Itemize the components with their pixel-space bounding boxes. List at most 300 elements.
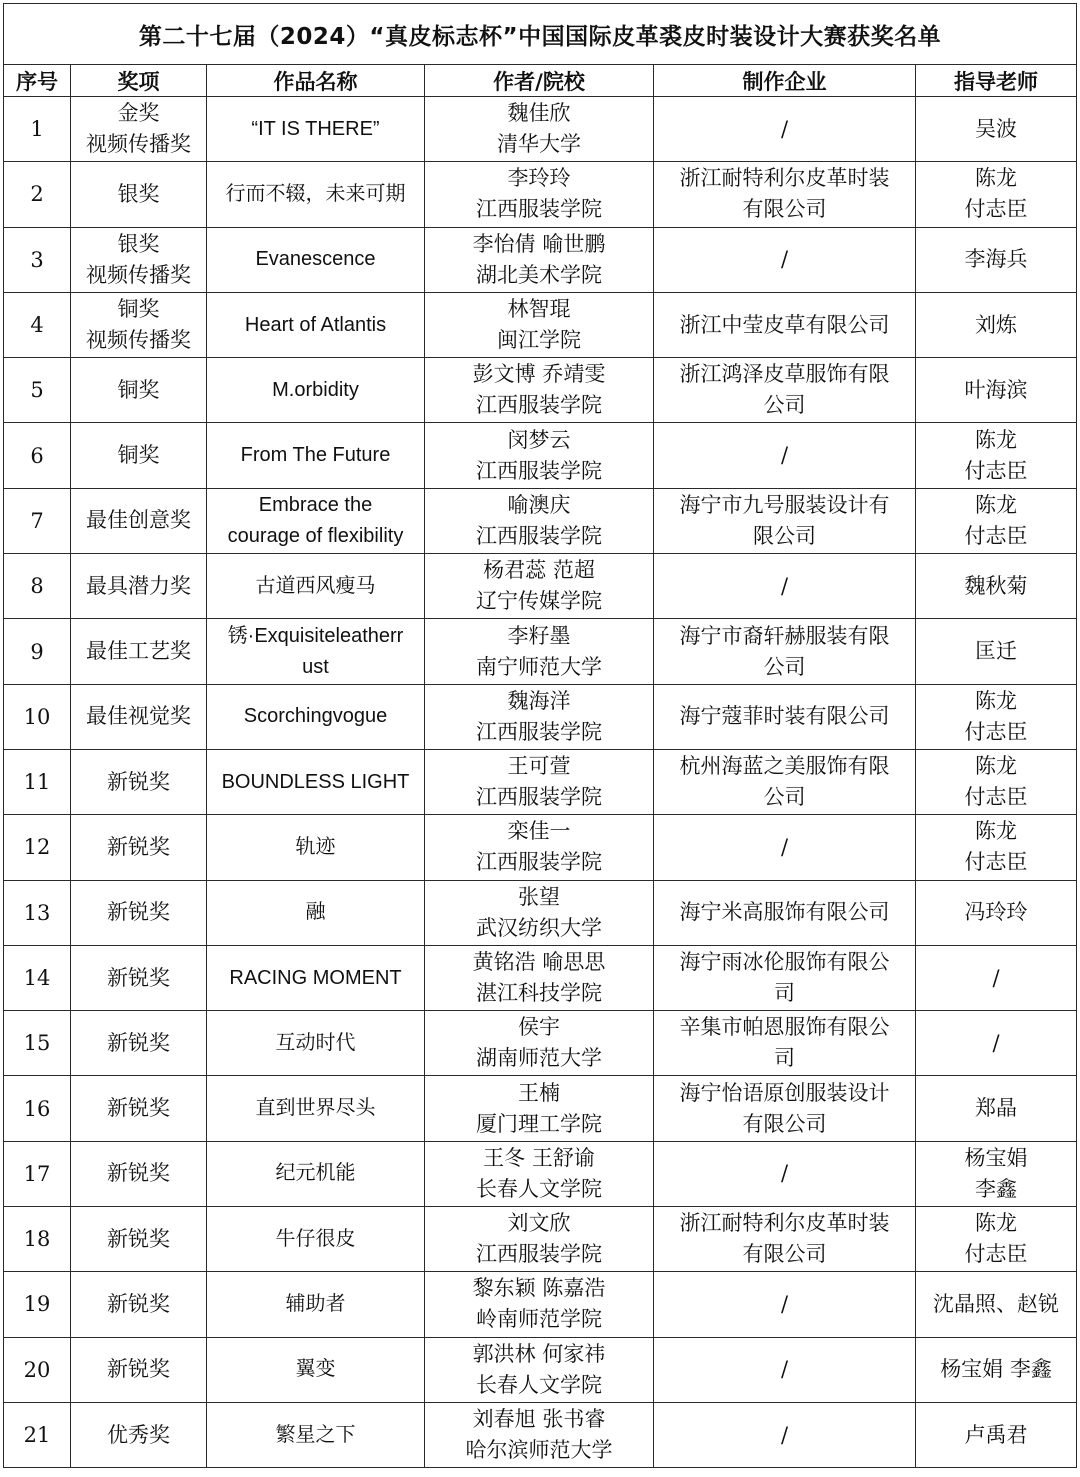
cell-award-line: 新锐奖 (107, 1030, 170, 1055)
table-row (4, 749, 1077, 814)
cell-company-line: / (780, 1422, 789, 1447)
cell-work (207, 488, 425, 553)
cell-award-line: 新锐奖 (107, 834, 170, 859)
cell-mentor (916, 162, 1077, 227)
cell-award-line: 新锐奖 (107, 1226, 170, 1251)
cell-work (207, 554, 425, 619)
cell-work (207, 815, 425, 880)
cell-company-line: 限公司 (753, 523, 816, 548)
cell-company (654, 945, 916, 1010)
cell-mentor (916, 1402, 1077, 1467)
cell-mentor-line: 付志臣 (964, 523, 1028, 548)
cell-no: 20 (4, 1337, 71, 1402)
cell-company-line: / (780, 1161, 789, 1186)
cell-author-line: 李怡倩 喻世鹏 (472, 231, 606, 256)
cell-mentor (916, 488, 1077, 553)
cell-company-line: 海宁雨冰伦服饰有限公 (679, 950, 890, 974)
cell-author-line: 魏海洋 (507, 688, 571, 713)
cell-work (207, 619, 425, 684)
cell-work-line: ust (302, 655, 329, 678)
cell-mentor (916, 1076, 1077, 1141)
cell-company-line: / (780, 573, 789, 598)
table-row (4, 1011, 1077, 1076)
cell-award-line: 新锐奖 (107, 1357, 170, 1382)
cell-mentor-line: 陈龙 (975, 166, 1018, 191)
cell-mentor (916, 684, 1077, 749)
cell-author-line: 栾佳一 (507, 819, 571, 844)
cell-mentor-line: 付志臣 (964, 850, 1028, 875)
cell-work-line: 古道西风瘦马 (255, 574, 376, 597)
cell-no: 11 (4, 749, 71, 814)
cell-no: 12 (4, 815, 71, 880)
cell-author-line: 江西服装学院 (476, 523, 602, 548)
cell-author-line: 闽江学院 (497, 328, 581, 353)
cell-company-line: 海宁蔻菲时装有限公司 (679, 704, 890, 729)
cell-company-line: 公司 (763, 393, 806, 418)
cell-work-line: Embrace the (258, 493, 373, 516)
cell-no: 17 (4, 1141, 71, 1206)
cell-author-line: 李籽墨 (507, 623, 571, 648)
cell-mentor-line: / (992, 1030, 1000, 1055)
header-mentor: 指导老师 (916, 65, 1077, 97)
cell-author-line: 南宁师范大学 (476, 654, 602, 679)
cell-company (654, 749, 916, 814)
cell-author-line: 哈尔滨师范大学 (465, 1438, 613, 1463)
cell-author-line: 江西服装学院 (476, 719, 602, 744)
cell-award (71, 97, 207, 162)
cell-work-line: courage of flexibility (227, 524, 404, 547)
cell-author (425, 358, 654, 423)
table-row (4, 1141, 1077, 1206)
cell-mentor (916, 1011, 1077, 1076)
cell-mentor (916, 292, 1077, 357)
cell-author (425, 97, 654, 162)
cell-work-line: 互动时代 (275, 1031, 356, 1054)
cell-author-line: 湖北美术学院 (476, 262, 602, 287)
cell-mentor-line: 吴波 (975, 116, 1018, 141)
cell-company-line: 杭州海蓝之美服饰有限 (679, 754, 890, 779)
cell-company-line: 辛集市帕恩服饰有限公 (679, 1015, 890, 1040)
cell-award (71, 1402, 207, 1467)
cell-mentor-line: 李鑫 (975, 1176, 1018, 1201)
cell-author-line: 江西服装学院 (476, 1242, 602, 1267)
cell-work-line: 牛仔很皮 (275, 1227, 356, 1250)
table-row (4, 1272, 1077, 1337)
cell-author-line: 侯宇 (518, 1015, 560, 1040)
cell-author-line: 杨君蕊 范超 (483, 558, 595, 583)
table-row (4, 227, 1077, 292)
cell-award-line: 优秀奖 (107, 1422, 170, 1447)
header-no: 序号 (4, 65, 71, 97)
cell-work-line: 辅助者 (285, 1292, 346, 1315)
cell-work (207, 227, 425, 292)
cell-author (425, 1272, 654, 1337)
cell-work (207, 684, 425, 749)
cell-work (207, 1207, 425, 1272)
cell-work-line: 行而不辍，未来可期 (225, 182, 406, 205)
cell-award-line: 新锐奖 (107, 965, 170, 990)
header-award: 奖项 (71, 65, 207, 97)
cell-mentor-line: 杨宝娟 李鑫 (940, 1357, 1052, 1382)
cell-no: 19 (4, 1272, 71, 1337)
table-row (4, 358, 1077, 423)
cell-award-line: 最佳视觉奖 (86, 704, 191, 729)
cell-award (71, 358, 207, 423)
cell-company (654, 162, 916, 227)
cell-author (425, 1141, 654, 1206)
cell-mentor-line: 叶海滨 (964, 377, 1028, 402)
cell-mentor-line: 郑晶 (975, 1096, 1018, 1121)
award-table (3, 3, 1077, 1468)
cell-award-line: 新锐奖 (107, 1291, 170, 1316)
table-row (4, 97, 1077, 162)
cell-company-line: 海宁市九号服装设计有 (679, 492, 890, 517)
cell-company (654, 97, 916, 162)
cell-award (71, 880, 207, 945)
cell-award (71, 945, 207, 1010)
cell-work (207, 945, 425, 1010)
title-row (4, 4, 1077, 65)
cell-mentor (916, 423, 1077, 488)
cell-no: 16 (4, 1076, 71, 1141)
cell-work (207, 358, 425, 423)
cell-work (207, 97, 425, 162)
cell-author-line: 郭洪林 何家祎 (472, 1341, 606, 1366)
cell-no: 2 (4, 162, 71, 227)
cell-no: 18 (4, 1207, 71, 1272)
cell-company-line: 有限公司 (742, 1242, 827, 1267)
cell-author-line: 王楠 (518, 1080, 560, 1105)
header-company: 制作企业 (654, 65, 916, 97)
cell-work-line: 融 (305, 901, 326, 924)
cell-award-line: 新锐奖 (107, 1096, 170, 1121)
table-row (4, 1402, 1077, 1467)
cell-author (425, 1402, 654, 1467)
cell-mentor (916, 1141, 1077, 1206)
cell-mentor (916, 227, 1077, 292)
cell-author (425, 880, 654, 945)
cell-mentor-line: 付志臣 (964, 1242, 1028, 1267)
cell-company (654, 1076, 916, 1141)
cell-work (207, 292, 425, 357)
cell-author (425, 684, 654, 749)
cell-award (71, 619, 207, 684)
table-row (4, 945, 1077, 1010)
cell-company (654, 619, 916, 684)
cell-no: 13 (4, 880, 71, 945)
cell-mentor-line: 沈晶照、赵锐 (933, 1291, 1060, 1316)
cell-author-line: 魏佳欣 (507, 101, 571, 126)
cell-no: 21 (4, 1402, 71, 1467)
cell-author (425, 945, 654, 1010)
table-row (4, 1337, 1077, 1402)
cell-award-line: 最佳创意奖 (86, 508, 191, 533)
cell-author (425, 1337, 654, 1402)
cell-award-line: 新锐奖 (107, 769, 170, 794)
cell-work (207, 1402, 425, 1467)
cell-company-line: 海宁米高服饰有限公司 (679, 900, 890, 925)
cell-award-line: 银奖 (117, 181, 160, 206)
cell-author-line: 刘春旭 张书睿 (472, 1407, 606, 1432)
cell-mentor-line: 匡迁 (975, 639, 1018, 664)
cell-author-line: 喻澳庆 (507, 492, 571, 517)
cell-work (207, 1337, 425, 1402)
cell-company-line: 司 (774, 1046, 795, 1071)
cell-author-line: 湛江科技学院 (476, 981, 602, 1005)
cell-author-line: 王可萱 (507, 754, 571, 779)
cell-author-line: 武汉纺织大学 (476, 915, 602, 940)
cell-author-line: 江西服装学院 (476, 458, 602, 483)
table-title: 第二十七届（2024）“真皮标志杯”中国国际皮革裘皮时装设计大赛获奖名单 (4, 4, 1077, 65)
table-row (4, 880, 1077, 945)
cell-company-line: / (780, 1291, 789, 1316)
cell-award-line: 银奖 (117, 231, 160, 256)
cell-work-line: 轨迹 (295, 835, 336, 858)
cell-company-line: / (780, 1357, 789, 1382)
cell-company (654, 358, 916, 423)
cell-no: 8 (4, 554, 71, 619)
cell-work (207, 1011, 425, 1076)
cell-company (654, 1207, 916, 1272)
cell-company-line: / (780, 834, 789, 859)
cell-mentor-line: 陈龙 (975, 819, 1018, 844)
cell-mentor (916, 1337, 1077, 1402)
cell-award (71, 162, 207, 227)
cell-work-line: BOUNDLESS LIGHT (221, 770, 410, 793)
cell-work-line: 翼变 (295, 1358, 336, 1381)
cell-author-line: 江西服装学院 (476, 393, 602, 418)
cell-company (654, 1272, 916, 1337)
cell-mentor-line: 冯玲玲 (964, 900, 1028, 925)
cell-mentor-line: 陈龙 (975, 688, 1018, 713)
cell-work (207, 880, 425, 945)
cell-company (654, 1402, 916, 1467)
cell-mentor-line: 魏秋菊 (964, 573, 1028, 598)
cell-award (71, 1337, 207, 1402)
cell-company (654, 227, 916, 292)
cell-work-line: From The Future (240, 444, 391, 467)
cell-award (71, 749, 207, 814)
cell-author-line: 江西服装学院 (476, 197, 602, 222)
header-row (4, 65, 1077, 97)
cell-author-line: 江西服装学院 (476, 785, 602, 810)
cell-company-line: 公司 (763, 654, 806, 679)
cell-author-line: 黄铭浩 喻思思 (472, 950, 606, 974)
cell-work-line: Heart of Atlantis (244, 313, 387, 336)
cell-mentor-line: / (992, 965, 1000, 990)
cell-company (654, 684, 916, 749)
cell-company (654, 1141, 916, 1206)
cell-mentor (916, 97, 1077, 162)
cell-author-line: 彭文博 乔靖雯 (472, 362, 606, 387)
cell-work-line: Scorchingvogue (243, 705, 388, 728)
cell-company-line: 公司 (763, 785, 806, 810)
cell-award-line: 铜奖 (117, 377, 160, 402)
cell-award-line: 视频传播奖 (86, 262, 191, 287)
cell-no: 1 (4, 97, 71, 162)
cell-no: 7 (4, 488, 71, 553)
cell-award (71, 292, 207, 357)
cell-no: 14 (4, 945, 71, 1010)
cell-author-line: 长春人文学院 (476, 1372, 602, 1397)
cell-company (654, 423, 916, 488)
table-row (4, 488, 1077, 553)
cell-work-line: “IT IS THERE” (251, 117, 380, 140)
cell-mentor (916, 749, 1077, 814)
cell-mentor-line: 李海兵 (964, 247, 1028, 272)
cell-company-line: / (780, 443, 789, 468)
cell-company-line: 浙江耐特利尔皮革时装 (679, 1211, 890, 1236)
cell-award-line: 铜奖 (117, 443, 160, 468)
cell-company (654, 292, 916, 357)
cell-author (425, 162, 654, 227)
cell-work-line: 纪元机能 (275, 1162, 356, 1185)
cell-award (71, 227, 207, 292)
table-row (4, 292, 1077, 357)
cell-mentor-line: 杨宝娟 (964, 1145, 1028, 1170)
cell-mentor (916, 554, 1077, 619)
cell-mentor (916, 945, 1077, 1010)
cell-work-line: RACING MOMENT (229, 966, 402, 989)
cell-work-line: M.orbidity (272, 378, 359, 401)
cell-mentor (916, 1272, 1077, 1337)
cell-author-line: 张望 (518, 884, 560, 909)
table-row (4, 162, 1077, 227)
cell-no: 15 (4, 1011, 71, 1076)
cell-mentor-line: 陈龙 (975, 427, 1018, 452)
cell-no: 5 (4, 358, 71, 423)
cell-author (425, 619, 654, 684)
cell-award (71, 1207, 207, 1272)
cell-award (71, 488, 207, 553)
cell-award-line: 新锐奖 (107, 900, 170, 925)
cell-mentor-line: 陈龙 (975, 754, 1018, 779)
table-row (4, 1076, 1077, 1141)
cell-award-line: 最具潜力奖 (86, 573, 191, 598)
cell-company-line: / (780, 247, 789, 272)
cell-author-line: 闵梦云 (507, 427, 571, 452)
cell-mentor-line: 付志臣 (964, 785, 1028, 810)
cell-mentor-line: 刘炼 (975, 312, 1018, 337)
cell-company-line: 浙江中莹皮草有限公司 (679, 312, 890, 337)
cell-author-line: 辽宁传媒学院 (476, 589, 602, 614)
cell-author-line: 李玲玲 (507, 166, 571, 191)
table-row (4, 684, 1077, 749)
cell-author (425, 1207, 654, 1272)
award-list-sheet (3, 3, 1076, 1468)
cell-author-line: 江西服装学院 (476, 850, 602, 875)
cell-company-line: 浙江耐特利尔皮革时装 (679, 166, 890, 191)
cell-award-line: 视频传播奖 (86, 132, 191, 157)
cell-award-line: 视频传播奖 (86, 328, 191, 353)
cell-author-line: 湖南师范大学 (476, 1046, 602, 1071)
table-row (4, 619, 1077, 684)
cell-company (654, 815, 916, 880)
cell-mentor (916, 1207, 1077, 1272)
cell-author-line: 清华大学 (497, 132, 581, 157)
cell-author (425, 488, 654, 553)
cell-company (654, 554, 916, 619)
cell-company (654, 880, 916, 945)
cell-work-line: 锈·Exquisiteleatherr (227, 624, 404, 647)
cell-award-line: 金奖 (117, 101, 160, 126)
cell-work (207, 749, 425, 814)
cell-author-line: 长春人文学院 (476, 1176, 602, 1201)
cell-company-line: 海宁市裔轩赫服装有限 (679, 623, 890, 648)
cell-work (207, 1076, 425, 1141)
cell-company-line: 有限公司 (742, 197, 827, 222)
header-author: 作者/院校 (425, 65, 654, 97)
cell-company-line: / (780, 116, 789, 141)
cell-award (71, 554, 207, 619)
cell-mentor-line: 付志臣 (964, 458, 1028, 483)
cell-work (207, 1272, 425, 1337)
cell-no: 4 (4, 292, 71, 357)
cell-company (654, 488, 916, 553)
cell-author (425, 815, 654, 880)
table-row (4, 423, 1077, 488)
cell-mentor-line: 付志臣 (964, 719, 1028, 744)
cell-mentor-line: 陈龙 (975, 1211, 1018, 1236)
cell-author-line: 岭南师范学院 (476, 1307, 602, 1332)
cell-mentor (916, 815, 1077, 880)
cell-author (425, 749, 654, 814)
table-row (4, 554, 1077, 619)
cell-company (654, 1337, 916, 1402)
cell-mentor-line: 陈龙 (975, 492, 1018, 517)
cell-author-line: 林智琨 (507, 297, 571, 322)
cell-award-line: 最佳工艺奖 (86, 639, 191, 664)
cell-work-line: Evanescence (255, 248, 376, 271)
cell-no: 9 (4, 619, 71, 684)
cell-mentor (916, 880, 1077, 945)
cell-work-line: 直到世界尽头 (255, 1097, 376, 1120)
cell-award-line: 铜奖 (117, 297, 160, 322)
cell-no: 6 (4, 423, 71, 488)
cell-work (207, 1141, 425, 1206)
cell-company-line: 有限公司 (742, 1111, 827, 1136)
cell-no: 10 (4, 684, 71, 749)
cell-work (207, 423, 425, 488)
table-row (4, 815, 1077, 880)
cell-author (425, 227, 654, 292)
cell-no: 3 (4, 227, 71, 292)
cell-company-line: 司 (774, 981, 795, 1005)
cell-author-line: 厦门理工学院 (476, 1111, 602, 1136)
cell-award (71, 1011, 207, 1076)
cell-company-line: 海宁怡语原创服装设计 (679, 1080, 890, 1105)
cell-author (425, 1011, 654, 1076)
cell-work-line: 繁星之下 (275, 1423, 356, 1446)
cell-mentor (916, 619, 1077, 684)
cell-mentor-line: 付志臣 (964, 197, 1028, 222)
cell-author (425, 1076, 654, 1141)
header-work: 作品名称 (207, 65, 425, 97)
cell-work (207, 162, 425, 227)
cell-company (654, 1011, 916, 1076)
cell-award (71, 1272, 207, 1337)
cell-company-line: 浙江鸿泽皮草服饰有限 (679, 362, 890, 387)
cell-award-line: 新锐奖 (107, 1161, 170, 1186)
cell-mentor-line: 卢禹君 (964, 1422, 1028, 1447)
table-body (4, 97, 1077, 1468)
table-row (4, 1207, 1077, 1272)
cell-author-line: 王冬 王舒谕 (483, 1145, 595, 1170)
cell-award (71, 1076, 207, 1141)
cell-author (425, 554, 654, 619)
cell-award (71, 815, 207, 880)
cell-author-line: 黎东颖 陈嘉浩 (472, 1276, 606, 1301)
